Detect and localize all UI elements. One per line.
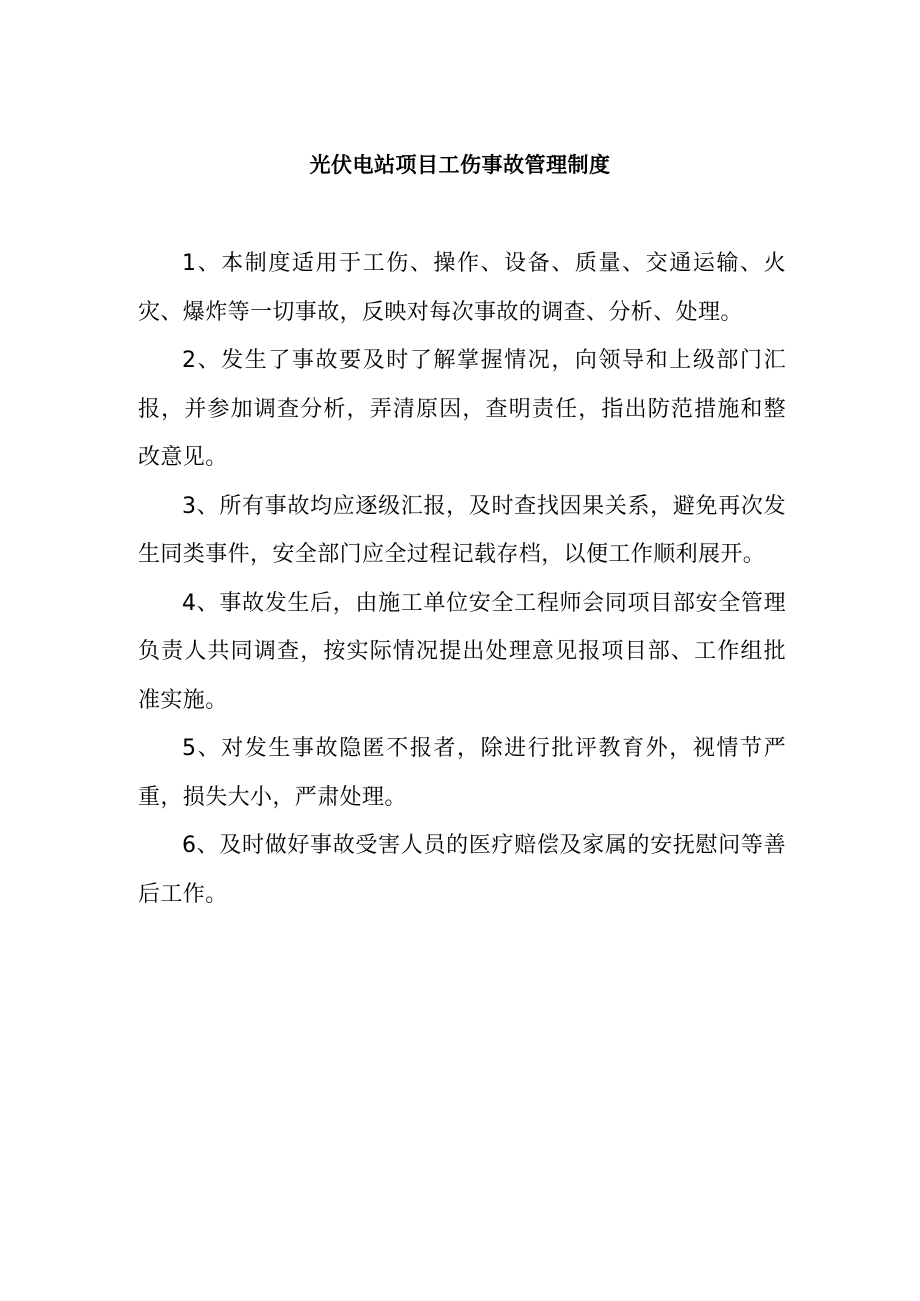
paragraph-3: 3、所有事故均应逐级汇报，及时查找因果关系，避免再次发生同类事件，安全部门应全过程记载存档，以便工作顺利展开。	[138, 493, 786, 567]
paragraph-4: 4、事故发生后，由施工单位安全工程师会同项目部安全管理负责人共同调查，按实际情况提出处理意见报项目部、工作组批准实施。	[138, 590, 786, 713]
paragraph-2: 2、发生了事故要及时了解掌握情况，向领导和上级部门汇报，并参加调查分析，弄清原因，查明责任，指出防范措施和整改意见。	[138, 348, 786, 470]
paragraph-1: 1、本制度适用于工伤、操作、设备、质量、交通运输、火灾、爆炸等一切事故，反映对每次事故的调查、分析、处理。	[138, 251, 786, 325]
document-body	[138, 240, 786, 919]
paragraph-5: 5、对发生事故隐匿不报者，除进行批评教育外，视情节严重，损失大小，严肃处理。	[138, 736, 786, 810]
paragraph-6: 6、及时做好事故受害人员的医疗赔偿及家属的安抚慰问等善后工作。	[138, 833, 786, 907]
document-title: 光伏电站项目工伤事故管理制度	[309, 153, 611, 177]
